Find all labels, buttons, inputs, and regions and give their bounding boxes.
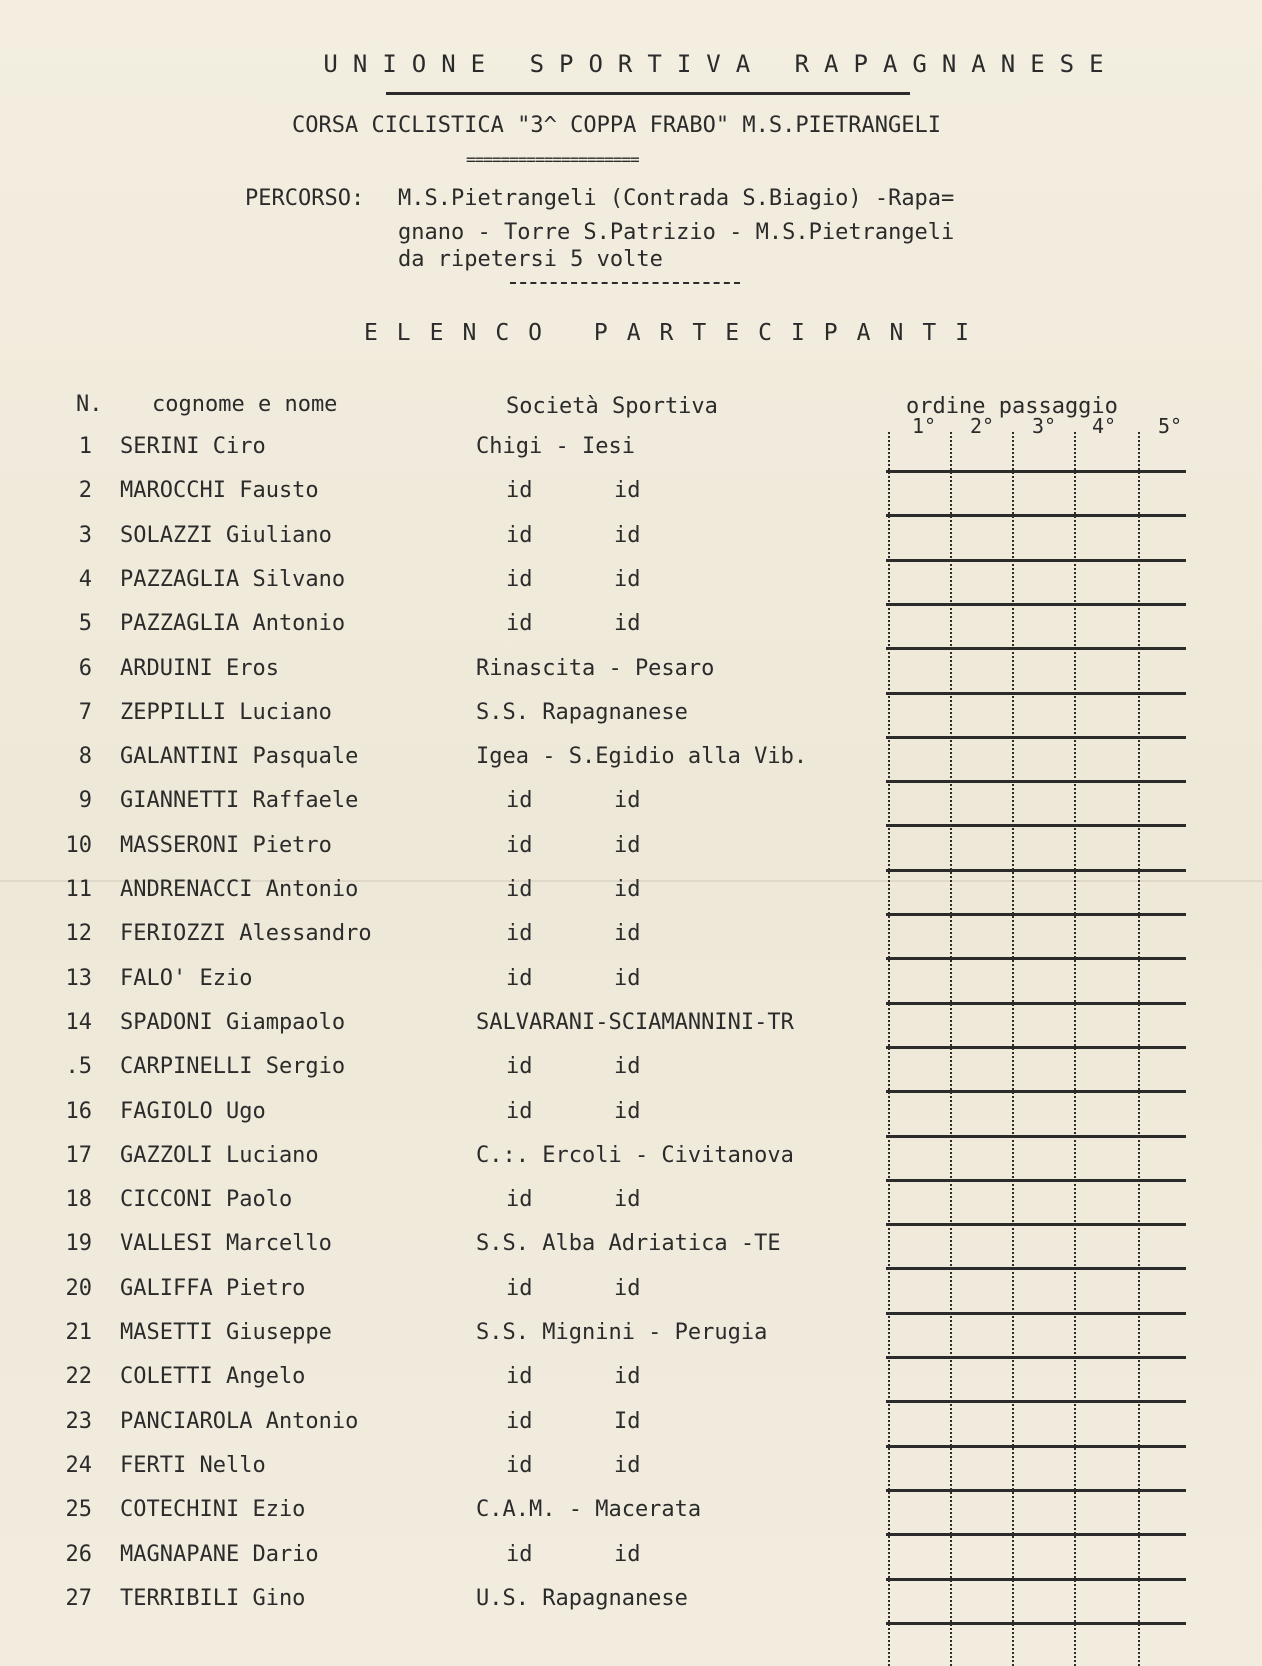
- participant-club: U.S. Rapagnanese: [476, 1585, 688, 1611]
- lap-row-line: [886, 514, 1186, 517]
- lap-label-3: 3°: [1032, 414, 1057, 438]
- lap-row-line: [886, 869, 1186, 872]
- participant-club-ditto: id: [614, 1098, 641, 1124]
- participant-number: 27: [65, 1585, 92, 1611]
- column-header-laps: ordine passaggio: [906, 394, 1118, 419]
- participant-club-ditto: id: [506, 1364, 533, 1390]
- participant-name: SPADONI Giampaolo: [120, 1009, 346, 1035]
- lap-row-line: [886, 1179, 1186, 1182]
- participant-club: C.A.M. - Macerata: [476, 1497, 702, 1523]
- lap-row-line: [886, 1135, 1186, 1138]
- participant-club-ditto: id: [614, 877, 641, 902]
- participant-name: CARPINELLI Sergio: [120, 1054, 346, 1080]
- title-underline: [386, 92, 910, 95]
- participant-club-ditto: id: [614, 788, 641, 814]
- participant-number: 3: [78, 522, 92, 548]
- lap-column-divider: [950, 432, 952, 1666]
- lap-column-divider: [1074, 432, 1076, 1666]
- participant-name: ZEPPILLI Luciano: [120, 699, 332, 725]
- participant-club-ditto: id: [614, 1452, 641, 1478]
- participant-number: 6: [78, 655, 92, 681]
- participant-number: 18: [65, 1187, 92, 1213]
- participant-club-ditto: id: [506, 1054, 533, 1080]
- lap-row-line: [886, 692, 1186, 695]
- lap-row-line: [886, 1090, 1186, 1093]
- participant-number: 12: [65, 921, 92, 947]
- lap-label-1: 1°: [912, 414, 937, 438]
- route-line-2: gnano - Torre S.Patrizio - M.S.Pietrangeli: [398, 220, 955, 245]
- lap-row-line: [886, 1046, 1186, 1049]
- race-title-separator: ====================: [466, 150, 639, 169]
- lap-row-line: [886, 1223, 1186, 1226]
- participant-club-ditto: id: [506, 877, 533, 902]
- participant-club: Rinascita - Pesaro: [476, 655, 715, 681]
- participant-club-ditto: id: [506, 1541, 533, 1567]
- participant-name: MASETTI Giuseppe: [120, 1320, 332, 1345]
- participant-club-ditto: Id: [614, 1408, 641, 1434]
- lap-row-line: [886, 1356, 1186, 1359]
- route-line-3: da ripetersi 5 volte: [398, 247, 663, 272]
- participant-name: COTECHINI Ezio: [120, 1497, 306, 1523]
- participant-number: 4: [78, 566, 92, 592]
- participant-club-ditto: id: [506, 1275, 533, 1301]
- participant-number: 22: [65, 1364, 92, 1390]
- participant-club: Chigi - Iesi: [476, 434, 635, 459]
- participant-name: GAZZOLI Luciano: [120, 1142, 319, 1168]
- lap-row-line: [886, 1400, 1186, 1403]
- participant-club-ditto: id: [506, 1452, 533, 1478]
- participant-number: 9: [78, 788, 92, 814]
- lap-row-line: [886, 913, 1186, 916]
- participant-club: Igea - S.Egidio alla Vib.: [476, 744, 808, 770]
- participant-name: MASSERONI Pietro: [120, 832, 332, 858]
- participant-number: 10: [65, 832, 92, 858]
- participant-club: S.S. Alba Adriatica -TE: [476, 1231, 781, 1257]
- participant-club-ditto: id: [614, 1187, 641, 1213]
- participant-name: FERIOZZI Alessandro: [120, 921, 372, 947]
- participant-number: 13: [65, 965, 92, 991]
- lap-row-line: [886, 647, 1186, 650]
- list-title: ELENCO PARTECIPANTI: [363, 320, 989, 346]
- participant-club-ditto: id: [614, 1275, 641, 1301]
- participant-number: 20: [65, 1275, 92, 1301]
- participant-name: GALANTINI Pasquale: [120, 744, 359, 770]
- lap-column-divider: [1138, 432, 1140, 1666]
- lap-grid: [886, 432, 1186, 1666]
- participant-club: S.S. Mignini - Perugia: [476, 1320, 768, 1345]
- participant-number: .5: [65, 1054, 92, 1080]
- participant-name: MAGNAPANE Dario: [120, 1541, 319, 1567]
- participant-name: PANCIAROLA Antonio: [120, 1408, 359, 1434]
- participant-club-ditto: id: [506, 566, 533, 592]
- participant-club-ditto: id: [614, 566, 641, 592]
- lap-row-line: [886, 736, 1186, 739]
- column-header-name: cognome e nome: [152, 392, 338, 417]
- lap-row-line: [886, 1578, 1186, 1581]
- lap-row-line: [886, 1267, 1186, 1270]
- participant-club-ditto: id: [506, 965, 533, 991]
- participant-club: C.:. Ercoli - Civitanova: [476, 1142, 794, 1168]
- participant-name: SERINI Ciro: [120, 434, 266, 459]
- participant-name: TERRIBILI Gino: [120, 1585, 306, 1611]
- participant-club-ditto: id: [506, 1408, 533, 1434]
- lap-row-line: [886, 470, 1186, 473]
- participant-name: SOLAZZI Giuliano: [120, 522, 332, 548]
- lap-row-line: [886, 1312, 1186, 1315]
- participant-name: ARDUINI Eros: [120, 655, 279, 681]
- race-title: CORSA CICLISTICA "3^ COPPA FRABO" M.S.PIETRANGELI: [292, 113, 942, 138]
- participant-name: FAGIOLO Ugo: [120, 1098, 266, 1124]
- participant-name: GIANNETTI Raffaele: [120, 788, 359, 814]
- participant-club-ditto: id: [506, 522, 533, 548]
- participant-name: CICCONI Paolo: [120, 1187, 293, 1213]
- participant-club-ditto: id: [614, 478, 641, 504]
- participant-club-ditto: id: [506, 611, 533, 637]
- lap-row-line: [886, 1002, 1186, 1005]
- route-line-1: M.S.Pietrangeli (Contrada S.Biagio) -Rapa=: [398, 186, 955, 211]
- lap-row-line: [886, 780, 1186, 783]
- participant-name: PAZZAGLIA Silvano: [120, 566, 346, 592]
- lap-row-line: [886, 559, 1186, 562]
- participant-club-ditto: id: [506, 1187, 533, 1213]
- participant-club-ditto: id: [614, 522, 641, 548]
- participant-name: FALO' Ezio: [120, 965, 253, 991]
- participant-number: 7: [78, 699, 92, 725]
- participant-club-ditto: id: [506, 832, 533, 858]
- lap-label-2: 2°: [970, 414, 995, 438]
- participant-name: GALIFFA Pietro: [120, 1275, 306, 1301]
- participant-club-ditto: id: [506, 788, 533, 814]
- participant-number: 11: [65, 877, 92, 902]
- lap-row-line: [886, 1533, 1186, 1536]
- lap-row-line: [886, 1445, 1186, 1448]
- participant-number: 14: [65, 1009, 92, 1035]
- participant-number: 1: [78, 434, 92, 459]
- participant-number: 25: [65, 1497, 92, 1523]
- participant-number: 21: [65, 1320, 92, 1345]
- route-separator: [510, 282, 740, 284]
- participant-club-ditto: id: [614, 1364, 641, 1390]
- participant-number: 17: [65, 1142, 92, 1168]
- lap-row-line: [886, 1622, 1186, 1625]
- participant-club-ditto: id: [614, 611, 641, 637]
- participant-number: 8: [78, 744, 92, 770]
- lap-column-divider: [1012, 432, 1014, 1666]
- organization-title: UNIONE SPORTIVA RAPAGNANESE: [323, 50, 1119, 78]
- participant-name: COLETTI Angelo: [120, 1364, 306, 1390]
- participant-number: 24: [65, 1452, 92, 1478]
- lap-row-line: [886, 957, 1186, 960]
- column-header-club: Società Sportiva: [506, 394, 718, 419]
- participant-club-ditto: id: [614, 965, 641, 991]
- participant-club-ditto: id: [506, 921, 533, 947]
- lap-label-4: 4°: [1092, 414, 1117, 438]
- participant-number: 26: [65, 1541, 92, 1567]
- participant-club-ditto: id: [506, 478, 533, 504]
- participant-club-ditto: id: [506, 1098, 533, 1124]
- participant-number: 19: [65, 1231, 92, 1257]
- participant-club-ditto: id: [614, 1541, 641, 1567]
- participant-club: S.S. Rapagnanese: [476, 699, 688, 725]
- column-header-number: N.: [76, 392, 103, 417]
- lap-row-line: [886, 1489, 1186, 1492]
- lap-label-5: 5°: [1158, 414, 1183, 438]
- participant-name: FERTI Nello: [120, 1452, 266, 1478]
- lap-row-line: [886, 603, 1186, 606]
- lap-row-line: [886, 824, 1186, 827]
- participant-name: MAROCCHI Fausto: [120, 478, 319, 504]
- participant-number: 23: [65, 1408, 92, 1434]
- participant-name: PAZZAGLIA Antonio: [120, 611, 346, 637]
- participant-club-ditto: id: [614, 921, 641, 947]
- participant-club: SALVARANI-SCIAMANNINI-TR: [476, 1009, 794, 1035]
- participant-club-ditto: id: [614, 832, 641, 858]
- participant-name: ANDRENACCI Antonio: [120, 877, 359, 902]
- route-label: PERCORSO:: [245, 186, 365, 211]
- lap-column-divider: [888, 432, 890, 1666]
- participant-club-ditto: id: [614, 1054, 641, 1080]
- participant-name: VALLESI Marcello: [120, 1231, 332, 1257]
- participant-number: 5: [78, 611, 92, 637]
- participant-number: 2: [78, 478, 92, 504]
- participant-number: 16: [65, 1098, 92, 1124]
